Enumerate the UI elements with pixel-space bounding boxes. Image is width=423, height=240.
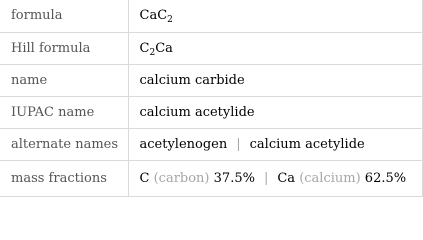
subscript: 2 xyxy=(149,47,156,58)
value-text: calcium acetylide xyxy=(139,104,255,120)
row-value xyxy=(128,64,422,96)
row-label: mass fractions xyxy=(0,160,128,196)
table-row xyxy=(0,64,422,96)
row-value xyxy=(128,0,422,32)
row-label: IUPAC name xyxy=(0,96,128,128)
value-text: (calcium) xyxy=(299,170,361,186)
value-text: (carbon) xyxy=(153,170,210,186)
row-value xyxy=(128,128,422,160)
table-row xyxy=(0,0,422,32)
row-value xyxy=(128,96,422,128)
row-label: Hill formula xyxy=(0,32,128,64)
value-text: C xyxy=(139,170,154,186)
value-text: 37.5% xyxy=(209,170,255,186)
table-row xyxy=(0,128,422,160)
table-row xyxy=(0,96,422,128)
value-text: Ca xyxy=(277,170,300,186)
row-value xyxy=(128,160,422,196)
table-row xyxy=(0,160,422,196)
value-text: C xyxy=(139,40,150,56)
value-text: acetylenogen xyxy=(139,136,228,152)
row-label: name xyxy=(0,64,128,96)
value-separator: | xyxy=(263,170,269,186)
value-text: calcium carbide xyxy=(139,72,245,88)
value-separator: | xyxy=(236,136,241,152)
value-text: Ca xyxy=(155,40,173,56)
row-label: alternate names xyxy=(0,128,128,160)
table-row xyxy=(0,32,422,64)
subscript: 2 xyxy=(167,15,173,26)
value-text: CaC xyxy=(139,8,168,24)
value-text: calcium acetylide xyxy=(249,136,365,152)
row-label: formula xyxy=(0,0,128,32)
value-text: 62.5% xyxy=(360,170,407,186)
row-value xyxy=(128,32,422,64)
